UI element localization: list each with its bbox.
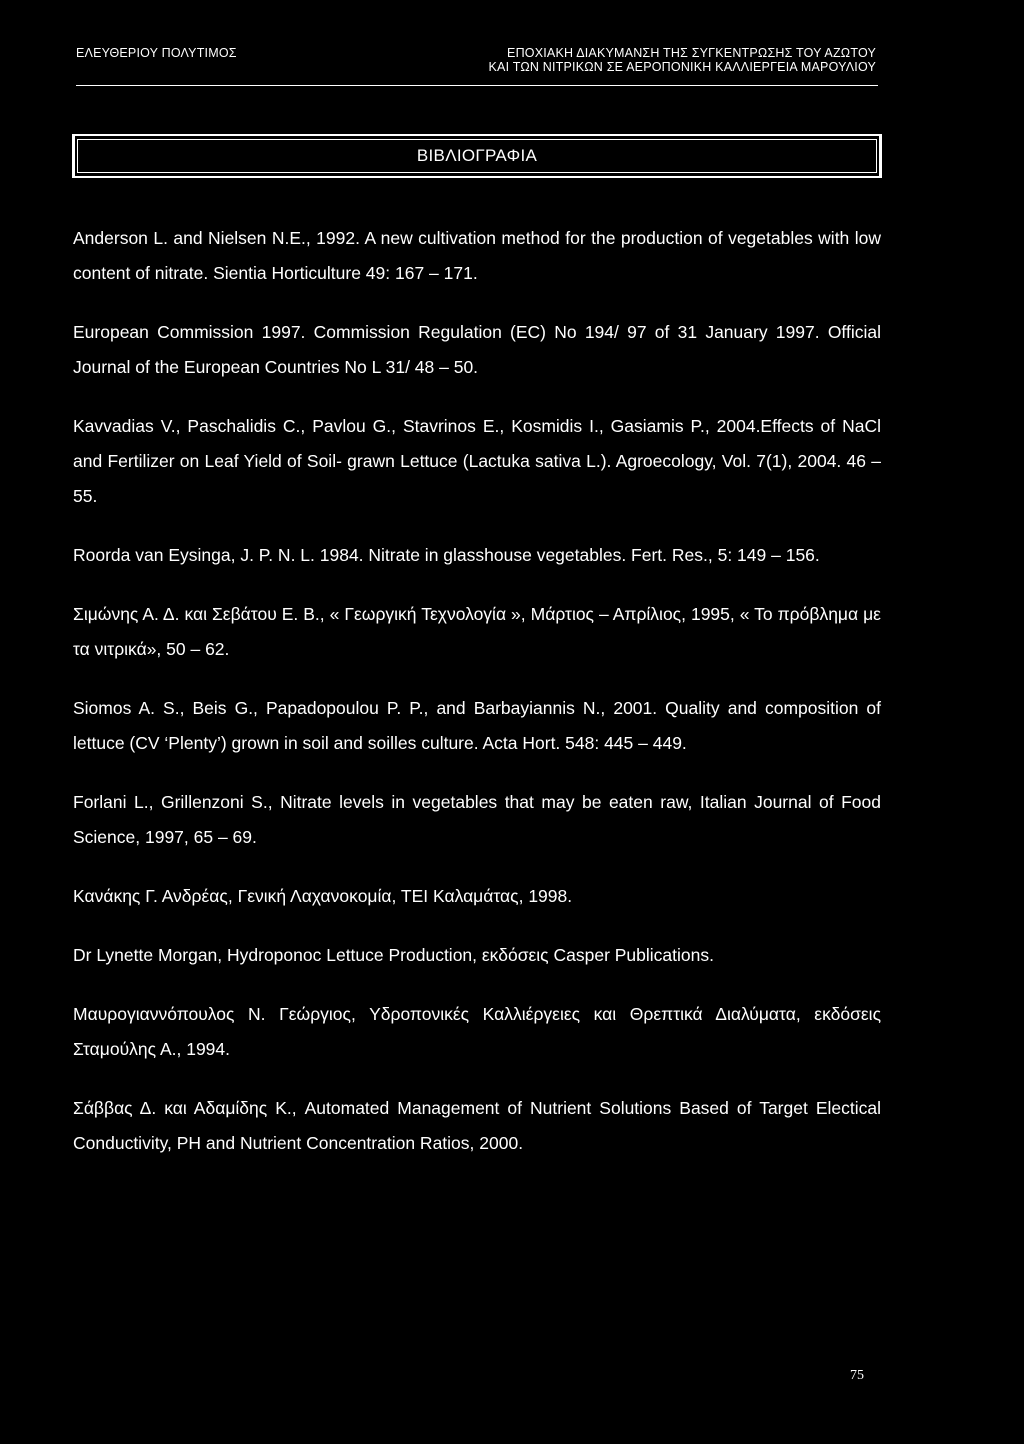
- section-heading-box: [72, 134, 882, 178]
- reference-list: [73, 221, 881, 1185]
- reference-item: Anderson L. and Nielsen N.E., 1992. A new cultivation method for the production of vegetables with low content of nitrate. Sientia Horticulture 49: 167 – 171.: [73, 228, 881, 283]
- reference-item: Kavvadias V., Paschalidis C., Pavlou G., Stavrinos E., Kosmidis I., Gasiamis P., 2004.Effects of NaCl and Fertilizer on Leaf Yield of Soil- grawn Lettuce (Lactuka sativa L.). Agroecology, Vol. 7(1), 2004. 46 – 55.: [73, 416, 881, 506]
- reference-item: Roorda van Eysinga, J. P. N. L. 1984. Nitrate in glasshouse vegetables. Fert. Res., 5: 149 – 156.: [73, 545, 820, 565]
- reference-item: Σάββας Δ. και Αδαμίδης Κ., Automated Management of Nutrient Solutions Based of Target Electical Conductivity, PH and Nutrient Concentration Ratios, 2000.: [73, 1098, 881, 1153]
- reference-item: European Commission 1997. Commission Regulation (EC) No 194/ 97 of 31 January 1997. Official Journal of the European Countries No L 31/ 48 – 50.: [73, 322, 881, 377]
- header-title: [489, 46, 876, 74]
- reference-item: Siomos A. S., Beis G., Papadopoulou P. P., and Barbayiannis N., 2001. Quality and composition of lettuce (CV ‘Plenty’) grown in soil and soilles culture. Acta Hort. 548: 445 – 449.: [73, 698, 881, 753]
- page-number: 75: [850, 1368, 864, 1383]
- header-divider: [76, 85, 878, 86]
- header-title-line-1: ΕΠΟΧΙΑΚΗ ΔΙΑΚΥΜΑΝΣΗ ΤΗΣ ΣΥΓΚΕΝΤΡΩΣΗΣ ΤΟΥ ΑΖΩΤΟΥ: [507, 46, 876, 60]
- header-author: ΕΛΕΥΘΕΡΙΟΥ ΠΟΛΥΤΙΜΟΣ: [76, 46, 237, 60]
- reference-item: Μαυρογιαννόπουλος Ν. Γεώργιος, Υδροπονικές Καλλιέργειες και Θρεπτικά Διαλύματα, εκδόσεις Σταμούλης Α., 1994.: [73, 1004, 881, 1059]
- reference-item: Dr Lynette Morgan, Hydroponoc Lettuce Production, εκδόσεις Casper Publications.: [73, 945, 714, 965]
- reference-item: Forlani L., Grillenzoni S., Nitrate levels in vegetables that may be eaten raw, Italian Journal of Food Science, 1997, 65 – 69.: [73, 792, 881, 847]
- reference-item: Κανάκης Γ. Ανδρέας, Γενική Λαχανοκομία, ΤΕΙ Καλαμάτας, 1998.: [73, 886, 573, 906]
- section-title: ΒΙΒΛΙΟΓΡΑΦΙΑ: [416, 146, 538, 165]
- reference-item: Σιμώνης Α. Δ. και Σεβάτου Ε. Β., « Γεωργική Τεχνολογία », Μάρτιος – Απρίλιος, 1995, « Το πρόβλημα με τα νιτρικά», 50 – 62.: [73, 604, 881, 659]
- header-title-line-2: ΚΑΙ ΤΩΝ ΝΙΤΡΙΚΩΝ ΣΕ ΑΕΡΟΠΟΝΙΚΗ ΚΑΛΛΙΕΡΓΕΙΑ ΜΑΡΟΥΛΙΟΥ: [488, 60, 876, 74]
